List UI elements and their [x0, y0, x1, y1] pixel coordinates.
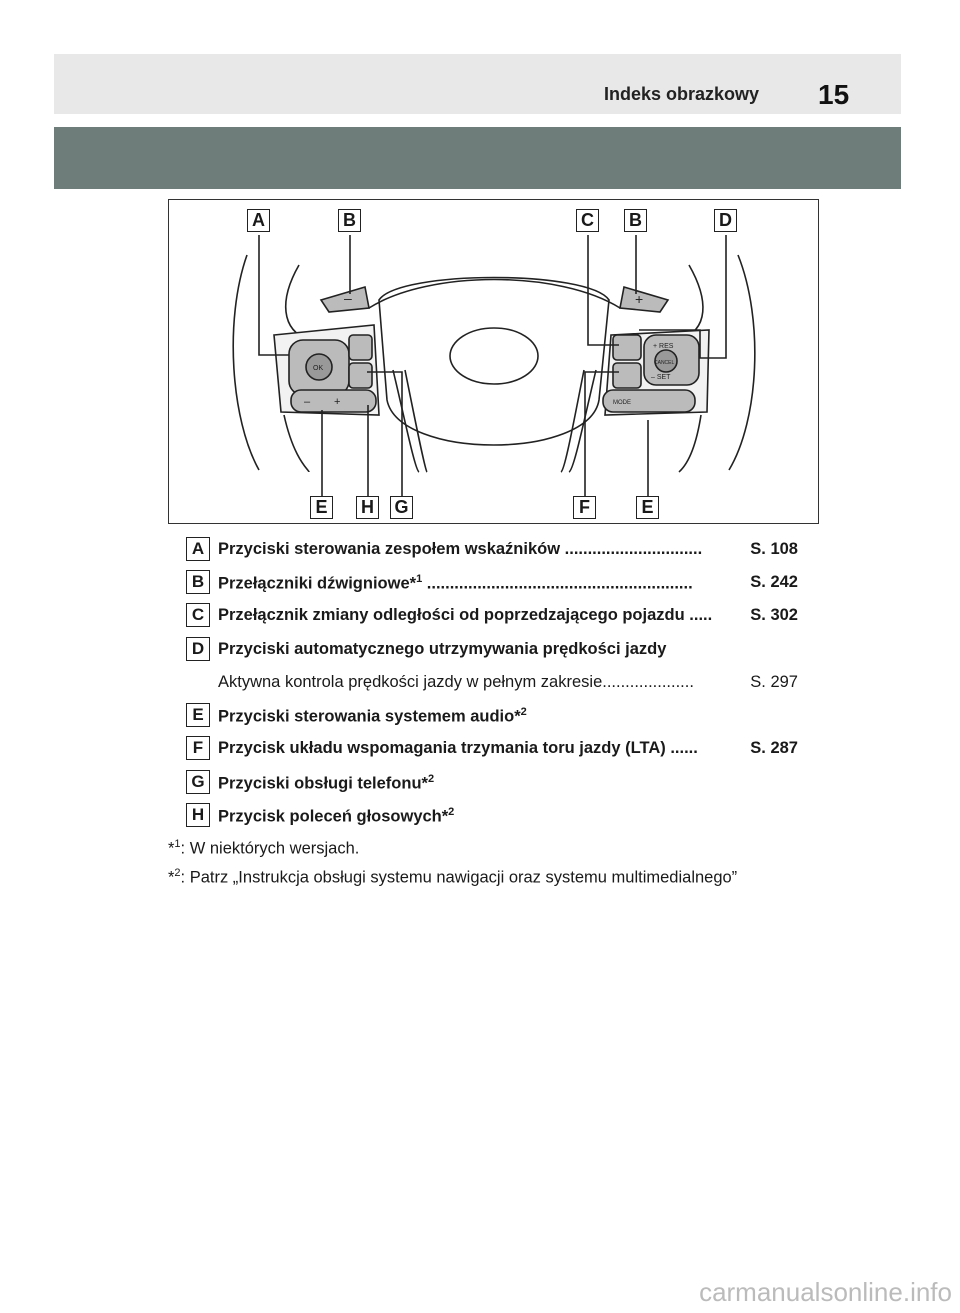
legend-text: Przycisk poleceń głosowych* [218, 807, 449, 826]
legend-item [186, 770, 806, 794]
legend-item [186, 637, 806, 661]
callout-g: G [390, 496, 413, 519]
res-label: + RES [653, 343, 674, 350]
section-band [54, 127, 901, 189]
set-label: – SET [651, 374, 671, 381]
legend-sup: 1 [416, 573, 423, 585]
legend-text: Przyciski obsługi telefonu* [218, 774, 428, 793]
legend-letter: E [186, 703, 210, 727]
legend-page-ref[interactable]: S. 302 [750, 606, 798, 624]
callout-e-right: E [636, 496, 659, 519]
callout-a: A [247, 209, 270, 232]
legend-text: Przyciski sterowania zespołem wskaźników [218, 540, 561, 558]
legend-dots: ...... [665, 739, 698, 757]
volume-minus-label: – [304, 396, 311, 408]
callout-d: D [714, 209, 737, 232]
footnote-sup: 2 [174, 867, 181, 879]
legend-sup: 2 [520, 706, 527, 718]
legend-letter: C [186, 603, 210, 627]
watermark: carmanualsonline.info [699, 1277, 952, 1307]
sub-item-page-ref[interactable]: S. 297 [750, 673, 798, 691]
legend-text: Przełączniki dźwigniowe* [218, 574, 417, 593]
footnote-text: : Patrz „Instrukcja obsługi systemu nawigacji oraz systemu multimedialnego” [180, 868, 738, 887]
ok-label: OK [313, 365, 324, 372]
callout-b-left: B [338, 209, 361, 232]
legend-item [186, 537, 806, 561]
callout-e-left: E [310, 496, 333, 519]
steering-wheel-illustration [169, 200, 820, 525]
legend-page-ref[interactable]: S. 108 [750, 540, 798, 558]
legend-sup: 2 [448, 806, 455, 818]
callout-h: H [356, 496, 379, 519]
legend-item [186, 736, 806, 760]
cancel-label: CANCEL [654, 360, 675, 366]
legend-sup: 2 [427, 773, 435, 785]
steering-wheel-figure [168, 199, 819, 524]
legend-item [186, 803, 806, 827]
legend-letter: G [186, 770, 210, 794]
header-bar [54, 54, 901, 114]
footnote-sup: 1 [174, 838, 181, 850]
page-header-title: Indeks obrazkowy [604, 84, 760, 104]
legend-text: Przyciski sterowania systemem audio* [218, 707, 521, 726]
sub-item-dots: .................... [602, 673, 694, 691]
callout-f: F [573, 496, 596, 519]
legend-item [186, 703, 806, 727]
legend-dots: .............................. [560, 540, 703, 558]
legend-letter: H [186, 803, 210, 827]
mode-label: MODE [613, 400, 631, 406]
footnote-mark: * [168, 868, 175, 887]
legend-letter: A [186, 537, 210, 561]
legend-text: Przycisk układu wspomagania trzymania toru jazdy (LTA) [218, 739, 666, 757]
legend-item [186, 603, 806, 627]
footnote-1 [168, 838, 359, 859]
volume-plus-label: + [334, 396, 341, 408]
callout-c: C [576, 209, 599, 232]
paddle-minus-label: – [344, 290, 352, 306]
paddle-plus-label: + [635, 291, 644, 307]
legend-letter: B [186, 570, 210, 594]
page-number: 15 [818, 79, 850, 110]
sub-item-text: Aktywna kontrola prędkości jazdy w pełnym zakresie [218, 673, 603, 691]
callout-b-right: B [624, 209, 647, 232]
legend-letter: D [186, 637, 210, 661]
legend-item [186, 570, 806, 594]
legend-letter: F [186, 736, 210, 760]
footnote-2 [168, 867, 737, 888]
legend-text: Przełącznik zmiany odległości od poprzedzającego pojazdu [218, 606, 685, 624]
footnote-text: : W niektórych wersjach. [180, 839, 360, 858]
legend-page-ref[interactable]: S. 242 [750, 573, 798, 591]
legend-dots: ..... [684, 606, 713, 624]
legend-dots: .......................................................... [422, 574, 693, 593]
sub-item [218, 673, 694, 692]
legend-page-ref[interactable]: S. 287 [750, 739, 798, 757]
footnote-mark: * [168, 839, 175, 858]
legend-text: Przyciski automatycznego utrzymywania prędkości jazdy [218, 640, 667, 658]
